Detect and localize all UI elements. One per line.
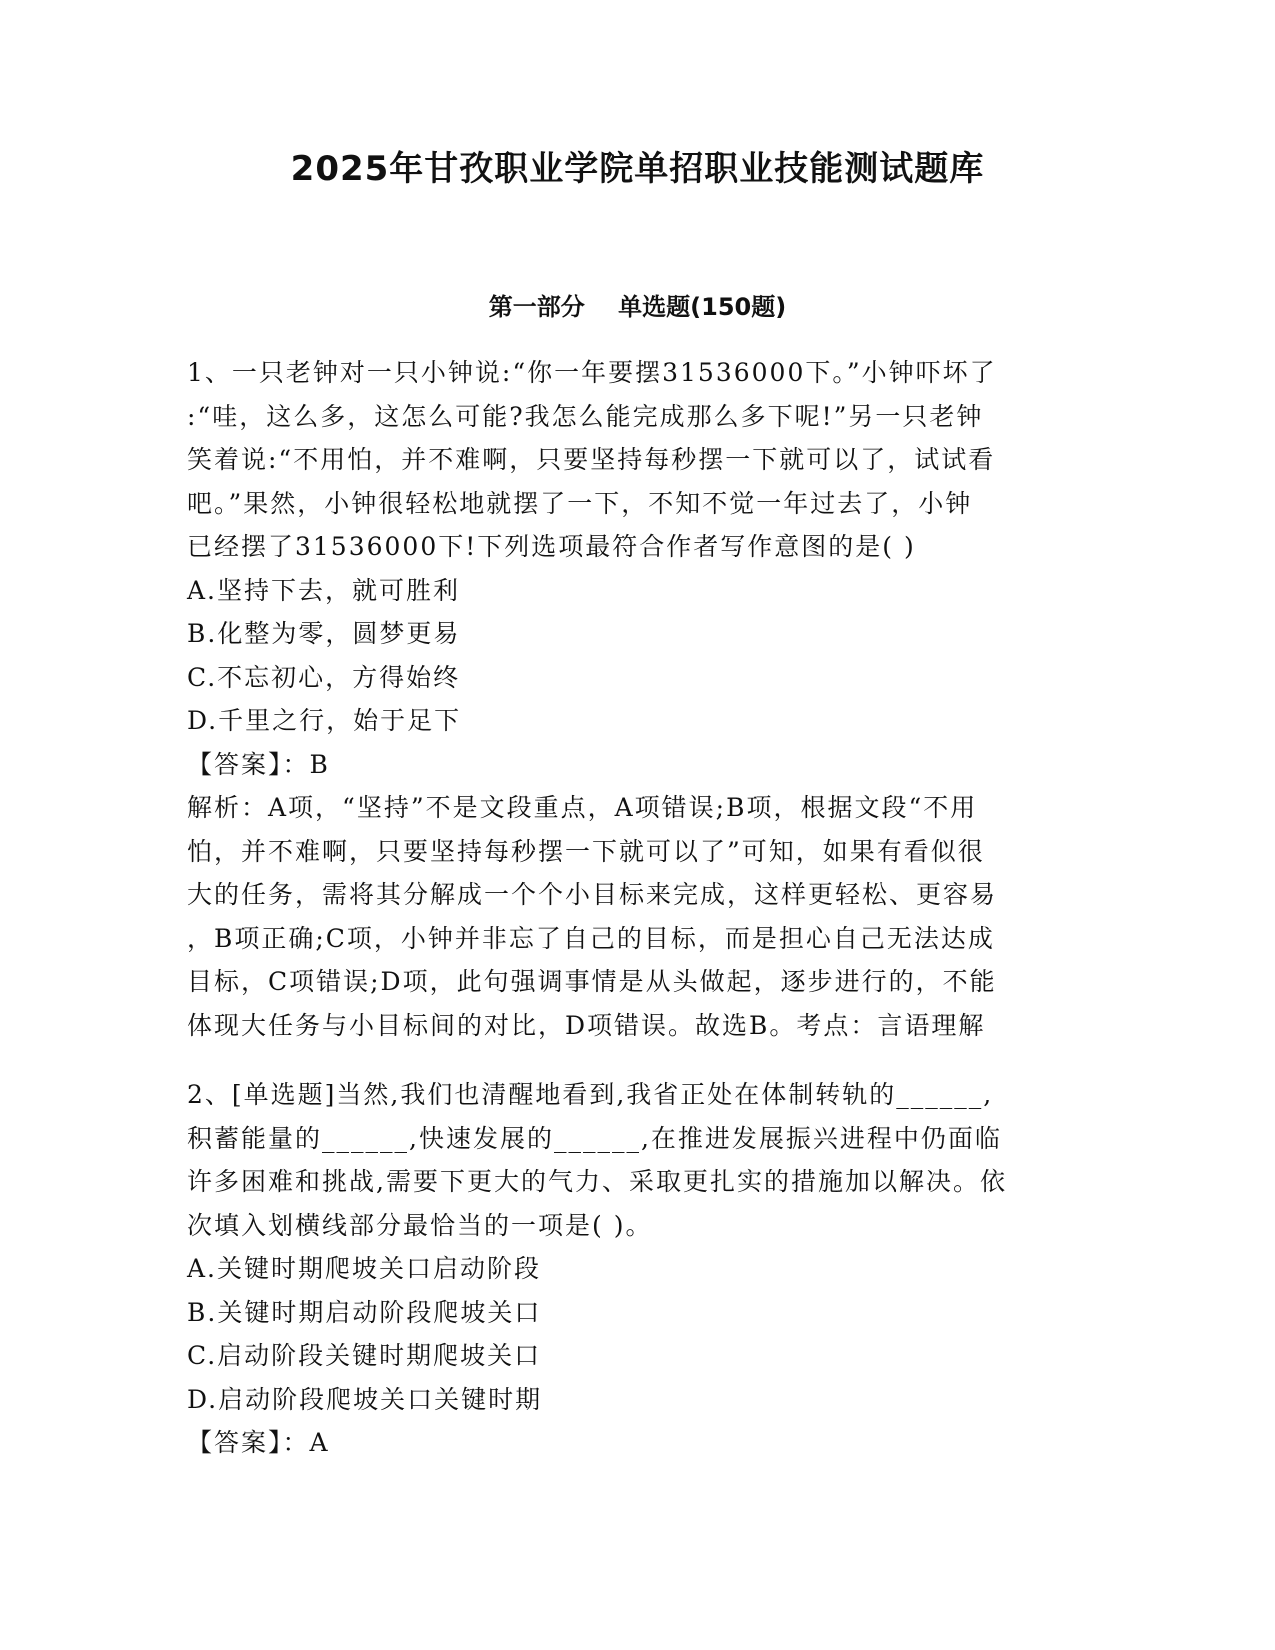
document-title: 2025年甘孜职业学院单招职业技能测试题库 [290, 149, 985, 189]
analysis [187, 786, 1087, 1047]
option-b: B.关键时期启动阶段爬坡关口 [187, 1297, 542, 1327]
option-a: A.坚持下去，就可胜利 [187, 575, 461, 605]
question-1 [187, 351, 1087, 1047]
stem-line: 积蓄能量的______,快速发展的______,在推进发展振兴进程中仍面临 [187, 1123, 1002, 1153]
option-c: C.启动阶段关键时期爬坡关口 [187, 1341, 542, 1370]
option-list [187, 1247, 1087, 1421]
section-title: 第一部分 单选题(150题) [488, 293, 787, 321]
analysis-line: 大的任务，需将其分解成一个个小目标来完成，这样更轻松、更容易 [187, 880, 998, 909]
option-d: D.千里之行，始于足下 [187, 706, 462, 735]
option-d: D.启动阶段爬坡关口关键时期 [187, 1384, 543, 1414]
analysis-line: 目标，C项错误;D项，此句强调事情是从头做起，逐步进行的，不能 [187, 967, 997, 996]
question-gap [187, 1047, 1087, 1073]
question-list [187, 351, 1087, 1465]
analysis-line: 怕，并不难啊，只要坚持每秒摆一下就可以了”可知，如果有看似很 [187, 836, 985, 866]
question-stem [187, 1073, 1087, 1247]
question-stem [187, 351, 1087, 569]
option-c: C.不忘初心，方得始终 [187, 662, 461, 692]
question-2 [187, 1073, 1087, 1465]
option-list [187, 569, 1087, 743]
stem-line: 次填入划横线部分最恰当的一项是( )。 [187, 1210, 653, 1240]
stem-line: 1、一只老钟对一只小钟说:“你一年要摆31536000下。”小钟吓坏了 [187, 358, 997, 387]
stem-line: 笑着说:“不用怕，并不难啊，只要坚持每秒摆一下就可以了，试试看 [187, 445, 996, 474]
analysis-line: 体现大任务与小目标间的对比，D项错误。故选B。考点：言语理解 [187, 1010, 986, 1040]
stem-line: 已经摆了31536000下!下列选项最符合作者写作意图的是( ) [187, 532, 916, 561]
stem-line: 许多困难和挑战,需要下更大的气力、采取更扎实的措施加以解决。依 [187, 1167, 1007, 1196]
option-a: A.关键时期爬坡关口启动阶段 [187, 1254, 542, 1283]
stem-line: 2、[单选题]当然,我们也清醒地看到,我省正处在体制转轨的______, [187, 1080, 994, 1109]
analysis-line: 解析：A项，“坚持”不是文段重点，A项错误;B项，根据文段“不用 [187, 793, 978, 822]
answer: 【答案】：A [187, 1428, 330, 1457]
answer: 【答案】：B [187, 749, 330, 779]
analysis-line: ，B项正确;C项，小钟并非忘了自己的目标，而是担心自己无法达成 [187, 923, 995, 953]
option-b: B.化整为零，圆梦更易 [187, 619, 461, 648]
stem-line: :“哇，这么多，这怎么可能?我怎么能完成那么多下呢!”另一只老钟 [187, 401, 984, 431]
stem-line: 吧。”果然，小钟很轻松地就摆了一下，不知不觉一年过去了，小钟 [187, 488, 973, 518]
